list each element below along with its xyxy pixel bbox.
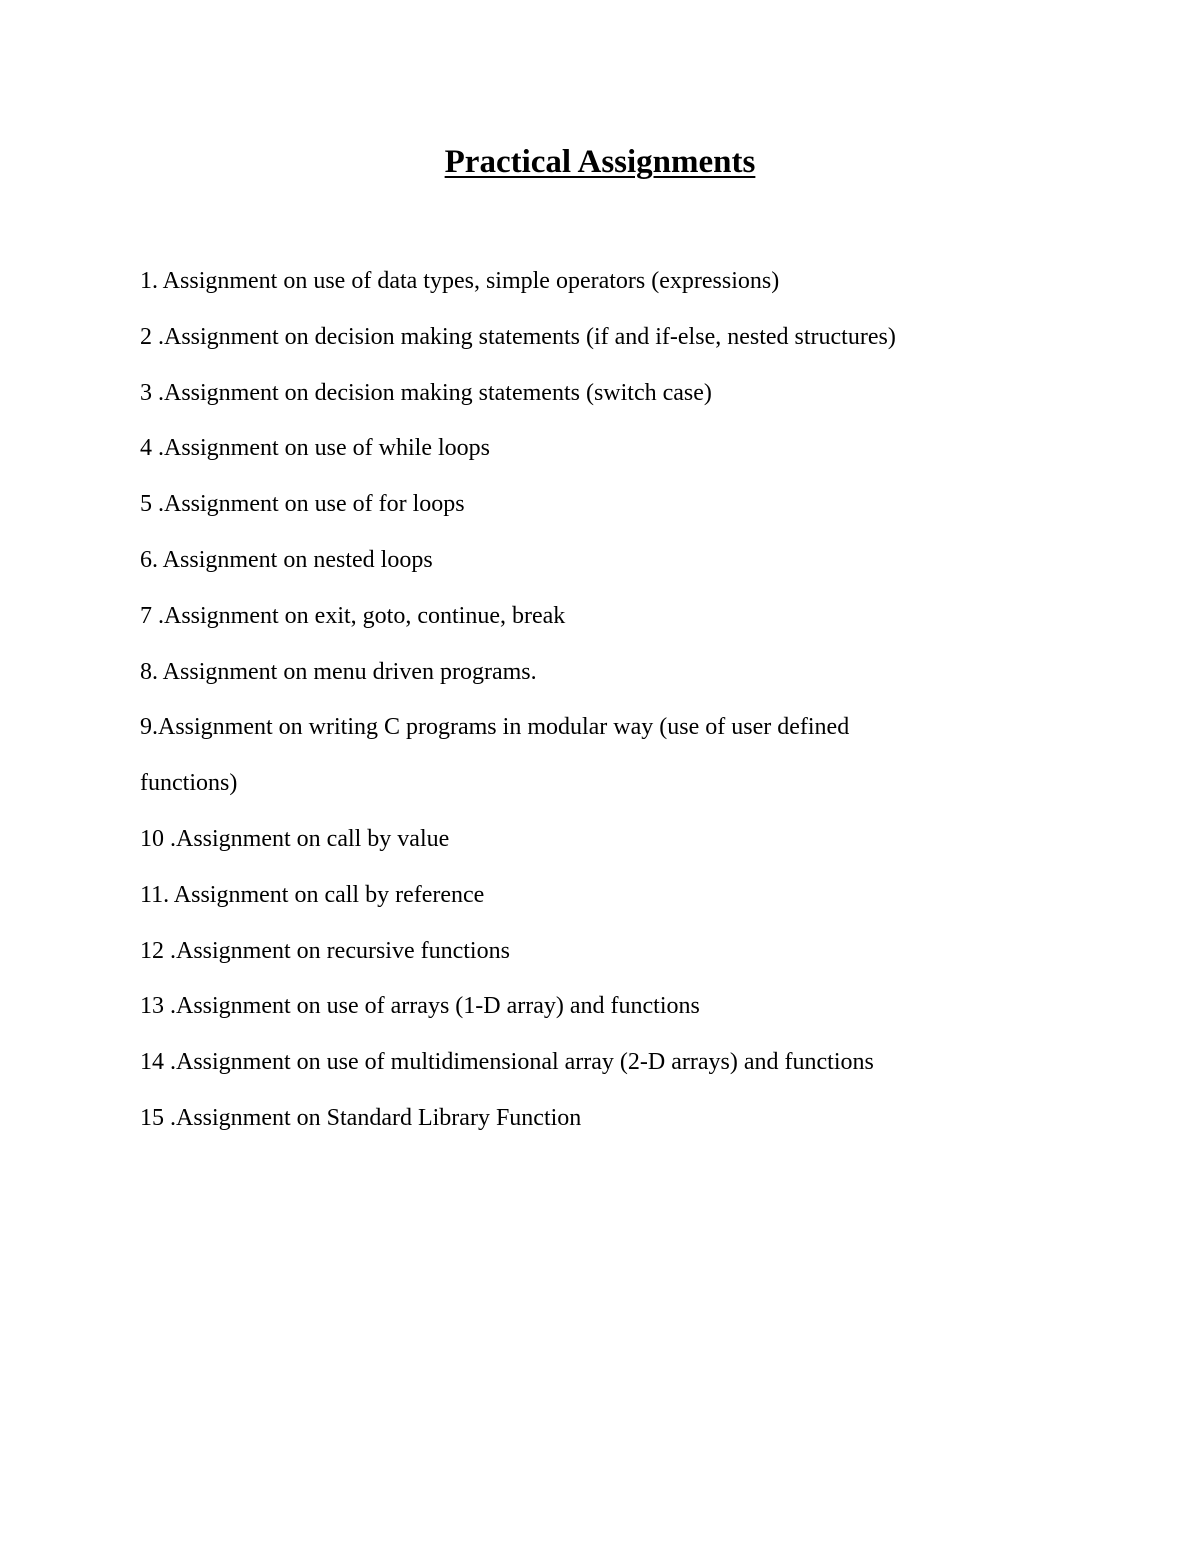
- list-item: 14 .Assignment on use of multidimensional array (2-D arrays) and functions: [140, 1049, 874, 1076]
- list-item: 8. Assignment on menu driven programs.: [140, 658, 537, 685]
- list-item: 10 .Assignment on call by value: [140, 825, 450, 852]
- list-item: 3 .Assignment on decision making statements (switch case): [140, 379, 712, 406]
- assignment-list: [140, 262, 1140, 1155]
- page-title: Practical Assignments: [444, 144, 756, 180]
- list-item: 7 .Assignment on exit, goto, continue, break: [140, 602, 566, 629]
- list-item: 13 .Assignment on use of arrays (1-D array) and functions: [140, 993, 700, 1020]
- list-item: 4 .Assignment on use of while loops: [140, 435, 490, 462]
- list-item: 15 .Assignment on Standard Library Function: [140, 1104, 582, 1131]
- list-item-continuation: functions): [140, 770, 238, 797]
- list-item: 12 .Assignment on recursive functions: [140, 937, 510, 964]
- list-item: 9.Assignment on writing C programs in modular way (use of user defined: [140, 714, 850, 741]
- list-item: 2 .Assignment on decision making statements (if and if-else, nested structures): [140, 323, 896, 350]
- list-item: 6. Assignment on nested loops: [140, 546, 433, 573]
- list-item: 11. Assignment on call by reference: [140, 881, 485, 908]
- list-item: 1. Assignment on use of data types, simple operators (expressions): [140, 268, 780, 294]
- list-item: 5 .Assignment on use of for loops: [140, 491, 465, 518]
